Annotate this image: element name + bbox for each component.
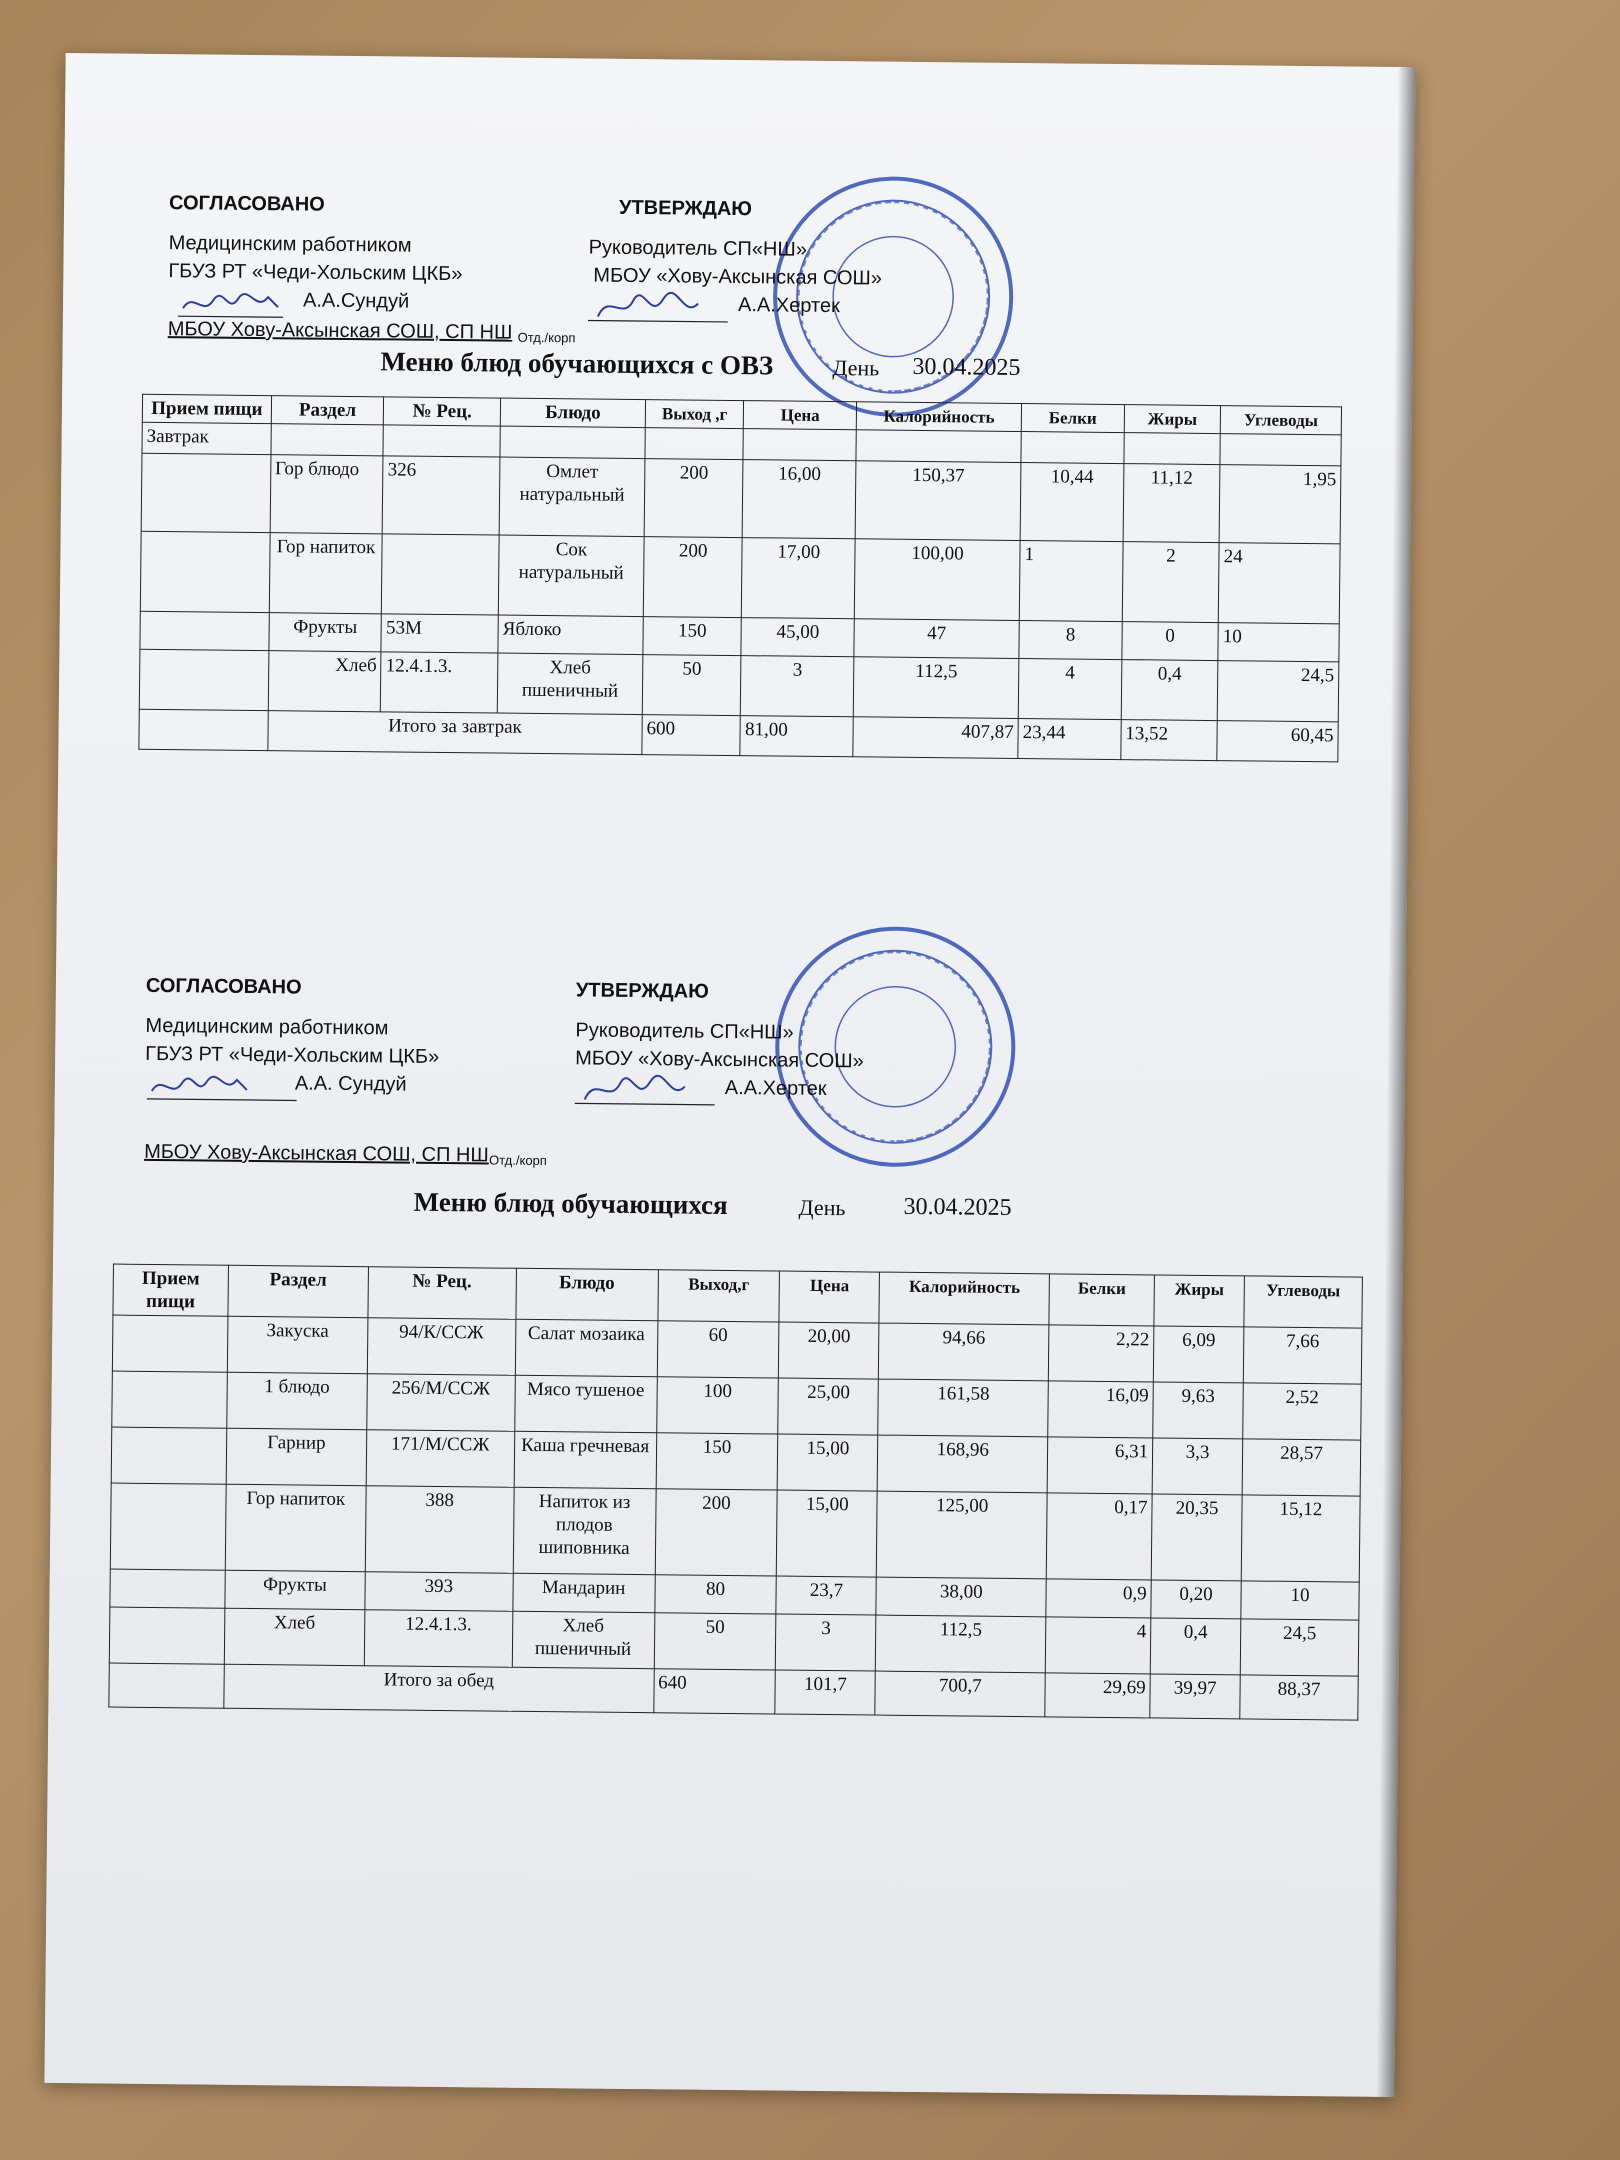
cell-dish: Яблоко	[498, 615, 643, 655]
cell-razdel: Гор блюдо	[270, 455, 383, 534]
cell-fat: 9,63	[1153, 1382, 1244, 1439]
cell-prot: 0,9	[1046, 1579, 1151, 1618]
approved-line2: МБОУ «Хову-Аксынская СОШ»	[593, 264, 883, 290]
table-row	[141, 453, 1341, 544]
total-label: Итого за завтрак	[268, 711, 643, 755]
total-kcal: 407,87	[853, 717, 1018, 759]
agreed-line1: Медицинским работником	[145, 1014, 389, 1040]
total-fat: 13,52	[1121, 720, 1218, 761]
cell-carb: 10	[1241, 1581, 1359, 1620]
cell-razdel: Фрукты	[225, 1570, 365, 1609]
cell-kcal: 100,00	[854, 539, 1020, 621]
approved-line1: Руководитель СП«НШ»	[575, 1019, 794, 1044]
cell-carb: 24,5	[1217, 661, 1338, 722]
header-cell: Раздел	[271, 396, 384, 425]
cell-rec: 256/М/ССЖ	[367, 1374, 515, 1432]
cell-kcal: 112,5	[876, 1615, 1046, 1673]
day-label-2: День	[798, 1194, 846, 1221]
cell-prot: 10,44	[1020, 463, 1123, 542]
total-prot: 23,44	[1018, 718, 1121, 759]
day-label-1: День	[832, 355, 880, 381]
cell-dish: Мясо тушеное	[514, 1375, 657, 1432]
cell-dish: Хлеб пшеничный	[497, 653, 642, 715]
cell-carb: 2,52	[1243, 1383, 1362, 1440]
cell-dish: Сок натуральный	[498, 535, 644, 617]
table-row	[110, 1483, 1360, 1582]
header-cell: Белки	[1021, 404, 1124, 433]
approved-heading: УТВЕРЖДАЮ	[575, 979, 709, 1003]
cell-dish: Хлеб пшеничный	[512, 1611, 655, 1668]
cell-out: 50	[654, 1613, 776, 1670]
org-line-2: МБОУ Хову-Аксынская СОШ, СП НШ	[144, 1140, 489, 1167]
cell-rec: 388	[365, 1486, 514, 1574]
cell-prot: 16,09	[1048, 1381, 1153, 1438]
header-cell: Жиры	[1154, 1275, 1244, 1327]
agreed-signer: А.А. Сундуй	[294, 1072, 407, 1096]
header-cell: Калорийность	[856, 402, 1021, 432]
header-cell: Углеводы	[1220, 406, 1341, 435]
cell-out: 80	[654, 1575, 776, 1614]
cell-out: 60	[657, 1321, 779, 1378]
cell-carb: 1,95	[1219, 465, 1341, 544]
total-fat: 39,97	[1150, 1674, 1240, 1719]
agreed-line2: ГБУЗ РТ «Чеди-Хольским ЦКБ»	[168, 260, 463, 286]
cell-rec: 171/М/ССЖ	[366, 1430, 514, 1488]
header-cell: Цена	[744, 401, 857, 430]
cell-razdel: Гарнир	[226, 1428, 366, 1485]
signature-agreed-2	[147, 1069, 297, 1105]
cell-out: 200	[655, 1489, 778, 1576]
cell-kcal: 47	[854, 619, 1019, 659]
cell-fat: 3,3	[1152, 1438, 1243, 1495]
cell-price: 3	[776, 1614, 876, 1671]
day-value-2: 30.04.2025	[903, 1193, 1012, 1221]
cell-rec	[382, 534, 500, 615]
cell-price: 20,00	[779, 1322, 879, 1379]
total-carb: 88,37	[1240, 1675, 1358, 1720]
cell-prot: 1	[1019, 541, 1122, 622]
cell-carb: 7,66	[1243, 1327, 1362, 1384]
agreed-heading: СОГЛАСОВАНО	[145, 974, 302, 999]
total-prot: 29,69	[1045, 1673, 1150, 1718]
cell-carb: 24	[1219, 543, 1341, 624]
cell-carb: 10	[1218, 623, 1339, 662]
header-cell: Белки	[1049, 1274, 1154, 1326]
cell-kcal: 125,00	[877, 1491, 1048, 1579]
cell-out: 50	[642, 655, 741, 716]
cell-prot: 4	[1018, 659, 1121, 720]
cell-price: 45,00	[741, 618, 854, 657]
header-cell: Прием пищи	[113, 1264, 228, 1316]
menu-table-1	[138, 394, 1342, 763]
document-page	[44, 53, 1415, 2097]
menu-title-2: Меню блюд обучающихся	[413, 1186, 728, 1220]
cell-fat: 0,4	[1150, 1618, 1241, 1675]
table-row	[140, 531, 1340, 624]
cell-prot: 6,31	[1047, 1437, 1152, 1494]
approved-line1: Руководитель СП«НШ»	[588, 236, 808, 261]
cell-fat: 6,09	[1153, 1326, 1244, 1383]
cell-razdel: Хлеб	[268, 651, 381, 712]
cell-prot: 0,17	[1046, 1493, 1152, 1580]
cell-kcal: 161,58	[878, 1379, 1048, 1437]
agreed-line2: ГБУЗ РТ «Чеди-Хольским ЦКБ»	[145, 1042, 440, 1068]
cell-carb: 15,12	[1241, 1495, 1360, 1582]
signature-approved-1	[588, 290, 728, 325]
signature-agreed-1	[178, 286, 288, 321]
cell-fat: 11,12	[1123, 464, 1220, 543]
total-price: 101,7	[775, 1670, 875, 1715]
agreed-heading: СОГЛАСОВАНО	[168, 192, 325, 216]
cell-fat: 0	[1122, 622, 1219, 661]
cell-rec: 12.4.1.3.	[364, 1610, 512, 1668]
header-cell: Раздел	[228, 1265, 368, 1317]
cell-price: 15,00	[778, 1434, 878, 1491]
cell-razdel: Хлеб	[224, 1608, 364, 1665]
cell-dish: Напиток из плодов шиповника	[513, 1487, 656, 1574]
header-cell: Цена	[779, 1271, 879, 1323]
total-price: 81,00	[740, 716, 853, 757]
cell-price: 16,00	[743, 460, 856, 539]
header-cell: Выход,г	[657, 1270, 779, 1322]
header-cell: № Рец.	[368, 1267, 516, 1320]
total-out: 600	[642, 715, 741, 756]
header-cell: Блюдо	[500, 398, 645, 428]
cell-kcal: 112,5	[853, 657, 1019, 719]
cell-rec: 94/К/ССЖ	[367, 1318, 515, 1376]
cell-price: 17,00	[742, 538, 855, 619]
org-line-1: МБОУ Хову-Аксынская СОШ, СП НШ	[167, 318, 513, 344]
agreed-signer: А.А.Сундуй	[302, 289, 410, 313]
cell-carb: 24,5	[1240, 1619, 1359, 1676]
total-kcal: 700,7	[875, 1671, 1045, 1717]
cell-razdel: Фрукты	[269, 613, 382, 652]
cell-dish: Салат мозаика	[515, 1319, 658, 1376]
header-cell: Калорийность	[879, 1272, 1049, 1325]
cell-prot: 8	[1019, 621, 1122, 660]
cell-razdel: Гор напиток	[269, 533, 382, 614]
header-cell: № Рец.	[384, 397, 501, 426]
menu-title-1: Меню блюд обучающихся с ОВЗ	[380, 346, 774, 381]
header-cell: Прием пищи	[142, 394, 271, 423]
cell-fat: 0,20	[1151, 1580, 1241, 1619]
cell-dish: Омлет натуральный	[499, 457, 645, 537]
page-edge-shadow	[1376, 67, 1415, 2097]
approved-signer: А.А.Хертек	[724, 1076, 827, 1101]
menu-table-2	[108, 1264, 1363, 1721]
approved-heading: УТВЕРЖДАЮ	[618, 196, 753, 221]
cell-price: 15,00	[777, 1490, 878, 1577]
cell-fat: 2	[1122, 542, 1219, 623]
cell-out: 100	[656, 1377, 778, 1434]
cell-price: 25,00	[778, 1378, 878, 1435]
cell-dish: Мандарин	[512, 1573, 654, 1612]
header-cell: Выход ,г	[645, 400, 744, 429]
cell-kcal: 38,00	[876, 1577, 1046, 1617]
cell-razdel: Гор напиток	[225, 1484, 366, 1571]
approved-line2: МБОУ «Хову-Аксынская СОШ»	[575, 1047, 864, 1073]
cell-rec: 393	[365, 1572, 513, 1612]
day-value-1: 30.04.2025	[912, 353, 1021, 382]
cell-out: 200	[644, 459, 743, 538]
cell-prot: 4	[1045, 1617, 1150, 1674]
approved-signer: А.А.Хертек	[737, 294, 840, 318]
cell-kcal: 168,96	[877, 1435, 1047, 1493]
cell-rec: 12.4.1.3.	[381, 652, 498, 713]
section-label: Завтрак	[142, 422, 271, 454]
signature-approved-2	[575, 1073, 715, 1108]
cell-rec: 326	[383, 456, 500, 535]
header-cell: Углеводы	[1244, 1276, 1363, 1328]
cell-kcal: 94,66	[879, 1323, 1049, 1381]
cell-fat: 20,35	[1151, 1494, 1242, 1581]
cell-prot: 2,22	[1049, 1325, 1154, 1382]
cell-dish: Каша гречневая	[514, 1431, 657, 1488]
total-label: Итого за обед	[224, 1664, 654, 1712]
total-out: 640	[653, 1669, 775, 1714]
cell-out: 200	[643, 537, 742, 618]
cell-out: 150	[656, 1433, 778, 1490]
total-carb: 60,45	[1217, 721, 1338, 762]
otd-label-2: Отд./корп	[489, 1152, 547, 1169]
cell-price: 3	[741, 656, 854, 717]
cell-carb: 28,57	[1242, 1439, 1361, 1496]
cell-razdel: 1 блюдо	[227, 1372, 367, 1429]
cell-razdel: Закуска	[227, 1316, 367, 1373]
cell-kcal: 150,37	[855, 461, 1021, 541]
cell-out: 150	[643, 617, 742, 656]
cell-price: 23,7	[776, 1576, 876, 1615]
header-cell: Блюдо	[516, 1268, 658, 1320]
cell-rec: 53М	[381, 614, 498, 653]
cell-fat: 0,4	[1121, 660, 1218, 721]
agreed-line1: Медицинским работником	[168, 232, 412, 257]
header-cell: Жиры	[1124, 405, 1221, 434]
otd-label-1: Отд./корп	[517, 329, 576, 346]
